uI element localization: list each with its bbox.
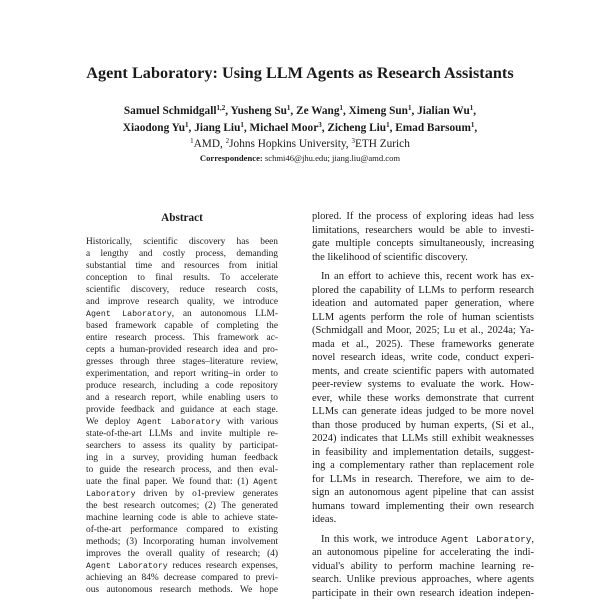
author-affiliation-marker: 1	[386, 120, 390, 129]
author-separator: ,	[290, 105, 297, 117]
abstract-line: gresses through three stages–literature review,	[86, 357, 278, 367]
abstract-heading: Abstract	[161, 212, 203, 224]
body-line: mada et al., 2025). These frameworks generate	[312, 338, 534, 350]
body-line: for LLMs in research. Therefore, we aim to de-	[312, 473, 534, 485]
abstract-line: Agent Laboratory, an autonomous LLM-	[86, 309, 278, 319]
abstract-line: based framework capable of completing the	[86, 321, 278, 331]
abstract-line: entire research process. This framework ac-	[86, 333, 278, 343]
correspondence-emails: schmi46@jhu.edu; jiang.liu@amd.com	[262, 153, 401, 163]
author-affiliation-marker: 1	[469, 104, 474, 112]
author-name: Jialian Wu	[417, 105, 470, 117]
abstract-line: uate the final paper. We found that: (1) Agent	[86, 477, 278, 487]
author-separator: ,	[321, 121, 328, 134]
affiliation-separator: ,	[220, 138, 226, 150]
body-line: peer-review systems to evaluate the work. How-	[312, 379, 534, 390]
body-line: In this work, we introduce Agent Laboratory,	[321, 533, 534, 545]
abstract-line: to guide the research process, and then eval-	[86, 465, 278, 475]
intro-body	[312, 210, 534, 600]
author-name: Yusheng Su	[230, 105, 287, 117]
body-line: 2024) indicates that LLMs still exhibit weaknesses	[312, 433, 534, 444]
author-affiliation-marker: 1,2	[216, 104, 226, 112]
author-name: Ze Wang	[296, 105, 340, 117]
author-affiliation-marker: 3	[318, 120, 322, 129]
affiliation-marker: 2	[225, 137, 230, 145]
author-separator: ,	[473, 105, 477, 117]
body-line: humans toward implementing their own research	[312, 500, 534, 512]
abstract-line: Laboratory driven by o1-preview generates	[86, 489, 278, 499]
abstract-line: state-of-the-art LLMs and invite multiple re-	[86, 429, 278, 439]
abstract-line: produce research, including a code repository	[86, 381, 278, 391]
body-line: in feasibility and implementation details, suggest-	[312, 446, 534, 458]
author-separator: ,	[389, 121, 396, 134]
body-line: (Schmidgall and Moor, 2025; Lu et al., 2024a; Ya-	[312, 325, 534, 336]
body-line: In an effort to achieve this, recent work has ex-	[321, 271, 534, 282]
author-affiliation-marker: 1	[470, 120, 475, 129]
body-line: gate multiple concepts simultaneously, increasing	[312, 238, 534, 249]
body-line: ever, while these works demonstrate that current	[312, 392, 534, 404]
author-separator: ,	[188, 121, 195, 134]
abstract-line: improves the overall quality of research; (4)	[86, 549, 278, 559]
affiliation-name: AMD	[193, 138, 220, 150]
author-separator: ,	[474, 121, 478, 134]
author-separator: ,	[225, 105, 231, 117]
author-name: Xiaodong Yu	[122, 121, 186, 134]
body-line: plored. If the process of exploring ideas had less	[312, 211, 534, 222]
author-separator: ,	[342, 105, 349, 117]
body-line: search. Unlike previous approaches, where agents	[312, 574, 534, 585]
affiliation-name: ETH Zurich	[354, 138, 410, 150]
abstract-line: the best research outcomes; (2) The generated	[86, 501, 278, 511]
abstract-line: We deploy Agent Laboratory with various	[86, 417, 278, 427]
author-name: Jiang Liu	[194, 121, 241, 134]
body-line: ing a complementary rather than replacement role	[312, 460, 534, 471]
affiliation-separator: ,	[345, 138, 352, 150]
affiliation-marker: 1	[190, 137, 194, 145]
abstract-line: cepts a human-provided research idea and pro-	[86, 345, 278, 355]
abstract-line: experimentation, and report writing–in order to	[86, 369, 278, 379]
author-line-1	[60, 103, 540, 120]
body-line: participate in their own research ideation indepen-	[312, 587, 534, 599]
author-affiliation-marker: 1	[286, 104, 291, 112]
abstract-line: a lengthy and costly process, demanding	[86, 249, 278, 259]
body-line: vidual's ability to perform machine learning re-	[312, 560, 534, 572]
author-affiliation-marker: 1	[407, 104, 412, 112]
author-affiliation-marker: 1	[240, 120, 244, 129]
abstract-line: and a research report, while enabling users to	[86, 393, 278, 403]
body-line: plored the capability of LLMs to perform research	[312, 284, 534, 296]
author-separator: ,	[243, 121, 250, 134]
affiliation-marker: 3	[351, 137, 355, 145]
body-line: ideas.	[312, 514, 337, 525]
abstract-body	[86, 236, 278, 596]
paper-title: Agent Laboratory: Using LLM Agents as Research Assistants	[86, 64, 514, 82]
abstract-line: Historically, scientific discovery has been	[86, 237, 278, 247]
abstract-line: scientific discovery, reduce research costs,	[86, 285, 278, 295]
author-affiliation-marker: 1	[339, 104, 343, 112]
author-name: Zicheng Liu	[327, 121, 387, 134]
author-name: Ximeng Sun	[348, 105, 408, 117]
abstract-line: achieving an 84% decrease compared to previ-	[86, 573, 278, 583]
abstract-line: machine learning code is able to achieve state-	[86, 513, 278, 523]
body-line: sign an autonomous agent pipeline that can assist	[312, 487, 534, 498]
body-line: the likelihood of scientific discovery.	[312, 251, 468, 263]
author-affiliation-marker: 1	[185, 120, 189, 129]
body-line: LLM agents perform the role of human scientists	[312, 311, 534, 323]
abstract-line: searchers to assess its quality by participat-	[86, 441, 278, 451]
affiliations	[0, 137, 600, 151]
body-line: ideation and automated paper generation, where	[312, 298, 534, 309]
author-list	[60, 103, 540, 136]
body-line: novel research ideas, write code, conduct experi-	[312, 352, 534, 363]
abstract-line: ous autonomous research methods. We hope	[86, 585, 278, 595]
correspondence-label: Correspondence:	[199, 153, 263, 163]
body-line: an autonomous pipeline for accelerating the indi-	[312, 547, 534, 558]
abstract-line: methods; (3) Incorporating human involvement	[86, 537, 278, 547]
body-line: LLMs can generate ideas judged to be more novel	[312, 406, 534, 417]
abstract-line: ing in a survey, providing human feedback	[86, 453, 278, 463]
abstract-line: provide feedback and guidance at each stage.	[86, 405, 278, 415]
body-line: ments, and create scientific papers with automated	[312, 365, 534, 377]
correspondence	[0, 153, 600, 163]
author-name: Michael Moor	[249, 121, 319, 134]
body-line: limitations, researchers would be able to investi-	[312, 224, 534, 236]
body-line: than those produced by human experts, (Si et al.,	[312, 419, 534, 431]
author-name: Emad Barsoum	[395, 121, 471, 134]
author-name: Samuel Schmidgall	[123, 105, 217, 117]
abstract-line: and improve research quality, we introduce	[86, 297, 278, 307]
affiliation-name: Johns Hopkins University	[229, 138, 346, 150]
abstract-line: Agent Laboratory reduces research expenses,	[86, 561, 278, 571]
abstract-line: of-the-art performance compared to existing	[86, 525, 278, 535]
author-separator: ,	[411, 105, 418, 117]
author-line-2	[60, 120, 540, 137]
abstract-line: conception to final results. To accelerate	[86, 273, 278, 283]
abstract-line: substantial time and resources from initial	[86, 261, 278, 271]
